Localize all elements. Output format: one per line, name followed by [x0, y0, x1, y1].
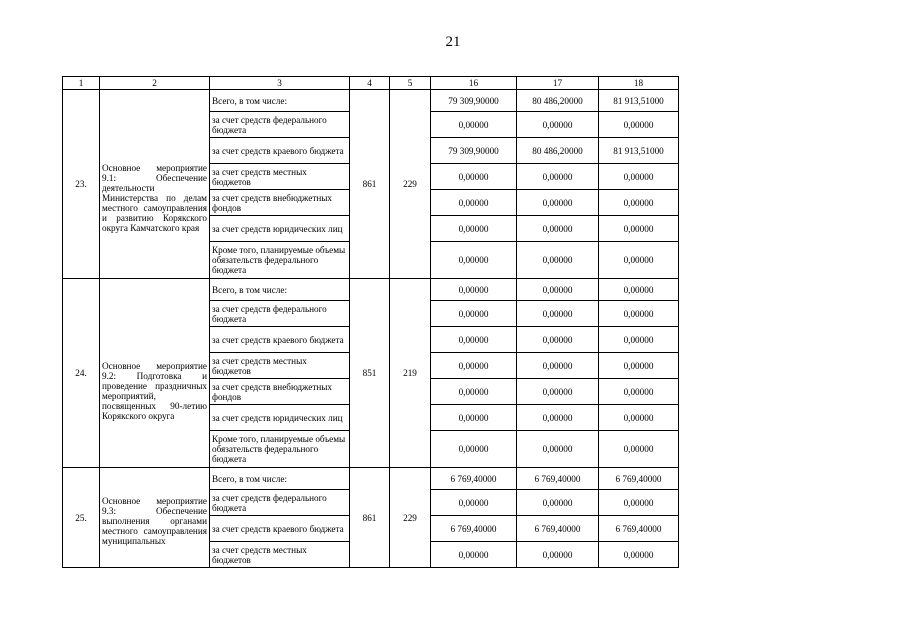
amount-18: 81 913,51000: [599, 138, 679, 164]
row-number: 25.: [63, 468, 100, 568]
amount-16: 0,00000: [431, 405, 517, 431]
funding-source: Всего, в том числе:: [210, 279, 350, 301]
amount-17: 0,00000: [517, 242, 599, 279]
amount-16: 6 769,40000: [431, 516, 517, 542]
funding-source: за счет средств федерального бюджета: [210, 301, 350, 327]
table-row: [63, 468, 679, 490]
amount-17: 0,00000: [517, 379, 599, 405]
funding-source: за счет средств местных бюджетов: [210, 164, 350, 190]
amount-17: 0,00000: [517, 353, 599, 379]
activity-name: Основное мероприятие 9.1: Обеспечение деятельности Министерства по делам местного самоуправления и развитию Корякского округа Камчатского края: [100, 90, 210, 279]
amount-18: 0,00000: [599, 216, 679, 242]
header-cell: 4: [350, 77, 390, 90]
column-5-value: 229: [390, 90, 431, 279]
amount-16: 0,00000: [431, 327, 517, 353]
activity-name: Основное мероприятие 9.2: Подготовка и проведение праздничных мероприятий, посвященных 90-летию Корякского округа: [100, 279, 210, 468]
amount-17: 0,00000: [517, 327, 599, 353]
amount-17: 0,00000: [517, 164, 599, 190]
amount-18: 0,00000: [599, 164, 679, 190]
amount-17: 6 769,40000: [517, 516, 599, 542]
amount-16: 0,00000: [431, 353, 517, 379]
funding-source: Всего, в том числе:: [210, 90, 350, 112]
amount-17: 0,00000: [517, 279, 599, 301]
table-row: [63, 279, 679, 301]
amount-16: 0,00000: [431, 216, 517, 242]
header-cell: 1: [63, 77, 100, 90]
amount-18: 0,00000: [599, 279, 679, 301]
amount-16: 0,00000: [431, 431, 517, 468]
amount-18: 0,00000: [599, 112, 679, 138]
amount-18: 0,00000: [599, 190, 679, 216]
amount-18: 0,00000: [599, 405, 679, 431]
header-cell: 16: [431, 77, 517, 90]
funding-source: за счет средств внебюджетных фондов: [210, 190, 350, 216]
funding-source: за счет средств краевого бюджета: [210, 138, 350, 164]
column-5-value: 229: [390, 468, 431, 568]
amount-17: 0,00000: [517, 431, 599, 468]
amount-18: 0,00000: [599, 353, 679, 379]
amount-18: 81 913,51000: [599, 90, 679, 112]
funding-source: за счет средств внебюджетных фондов: [210, 379, 350, 405]
header-row: [63, 77, 679, 90]
funding-source: Кроме того, планируемые объемы обязательств федерального бюджета: [210, 242, 350, 279]
header-cell: 5: [390, 77, 431, 90]
funding-source: за счет средств местных бюджетов: [210, 353, 350, 379]
row-number: 24.: [63, 279, 100, 468]
amount-18: 0,00000: [599, 542, 679, 568]
budget-table: [62, 76, 679, 568]
amount-16: 6 769,40000: [431, 468, 517, 490]
amount-18: 0,00000: [599, 242, 679, 279]
funding-source: за счет средств юридических лиц: [210, 405, 350, 431]
amount-17: 80 486,20000: [517, 90, 599, 112]
amount-16: 79 309,90000: [431, 90, 517, 112]
amount-16: 0,00000: [431, 490, 517, 516]
funding-source: за счет средств федерального бюджета: [210, 490, 350, 516]
funding-source: Всего, в том числе:: [210, 468, 350, 490]
column-4-value: 861: [350, 90, 390, 279]
amount-17: 6 769,40000: [517, 468, 599, 490]
funding-source: за счет средств юридических лиц: [210, 216, 350, 242]
amount-16: 0,00000: [431, 190, 517, 216]
amount-18: 6 769,40000: [599, 468, 679, 490]
column-4-value: 851: [350, 279, 390, 468]
amount-16: 0,00000: [431, 164, 517, 190]
amount-17: 80 486,20000: [517, 138, 599, 164]
amount-18: 6 769,40000: [599, 516, 679, 542]
amount-16: 0,00000: [431, 242, 517, 279]
amount-17: 0,00000: [517, 405, 599, 431]
header-cell: 17: [517, 77, 599, 90]
amount-18: 0,00000: [599, 327, 679, 353]
amount-16: 0,00000: [431, 379, 517, 405]
funding-source: за счет средств федерального бюджета: [210, 112, 350, 138]
page-number: 21: [445, 34, 461, 50]
column-5-value: 219: [390, 279, 431, 468]
funding-source: за счет средств местных бюджетов: [210, 542, 350, 568]
row-number: 23.: [63, 90, 100, 279]
header-cell: 3: [210, 77, 350, 90]
amount-17: 0,00000: [517, 542, 599, 568]
header-cell: 2: [100, 77, 210, 90]
amount-16: 0,00000: [431, 542, 517, 568]
table-row: [63, 90, 679, 112]
amount-17: 0,00000: [517, 216, 599, 242]
amount-17: 0,00000: [517, 190, 599, 216]
amount-18: 0,00000: [599, 379, 679, 405]
amount-16: 0,00000: [431, 112, 517, 138]
amount-18: 0,00000: [599, 431, 679, 468]
amount-17: 0,00000: [517, 112, 599, 138]
funding-source: за счет средств краевого бюджета: [210, 327, 350, 353]
amount-17: 0,00000: [517, 301, 599, 327]
amount-16: 79 309,90000: [431, 138, 517, 164]
amount-17: 0,00000: [517, 490, 599, 516]
activity-name: Основное мероприятие 9.3: Обеспечение выполнения органами местного самоуправления муниципальных: [100, 468, 210, 568]
amount-18: 0,00000: [599, 301, 679, 327]
amount-16: 0,00000: [431, 301, 517, 327]
header-cell: 18: [599, 77, 679, 90]
funding-source: Кроме того, планируемые объемы обязательств федерального бюджета: [210, 431, 350, 468]
funding-source: за счет средств краевого бюджета: [210, 516, 350, 542]
amount-18: 0,00000: [599, 490, 679, 516]
column-4-value: 861: [350, 468, 390, 568]
amount-16: 0,00000: [431, 279, 517, 301]
